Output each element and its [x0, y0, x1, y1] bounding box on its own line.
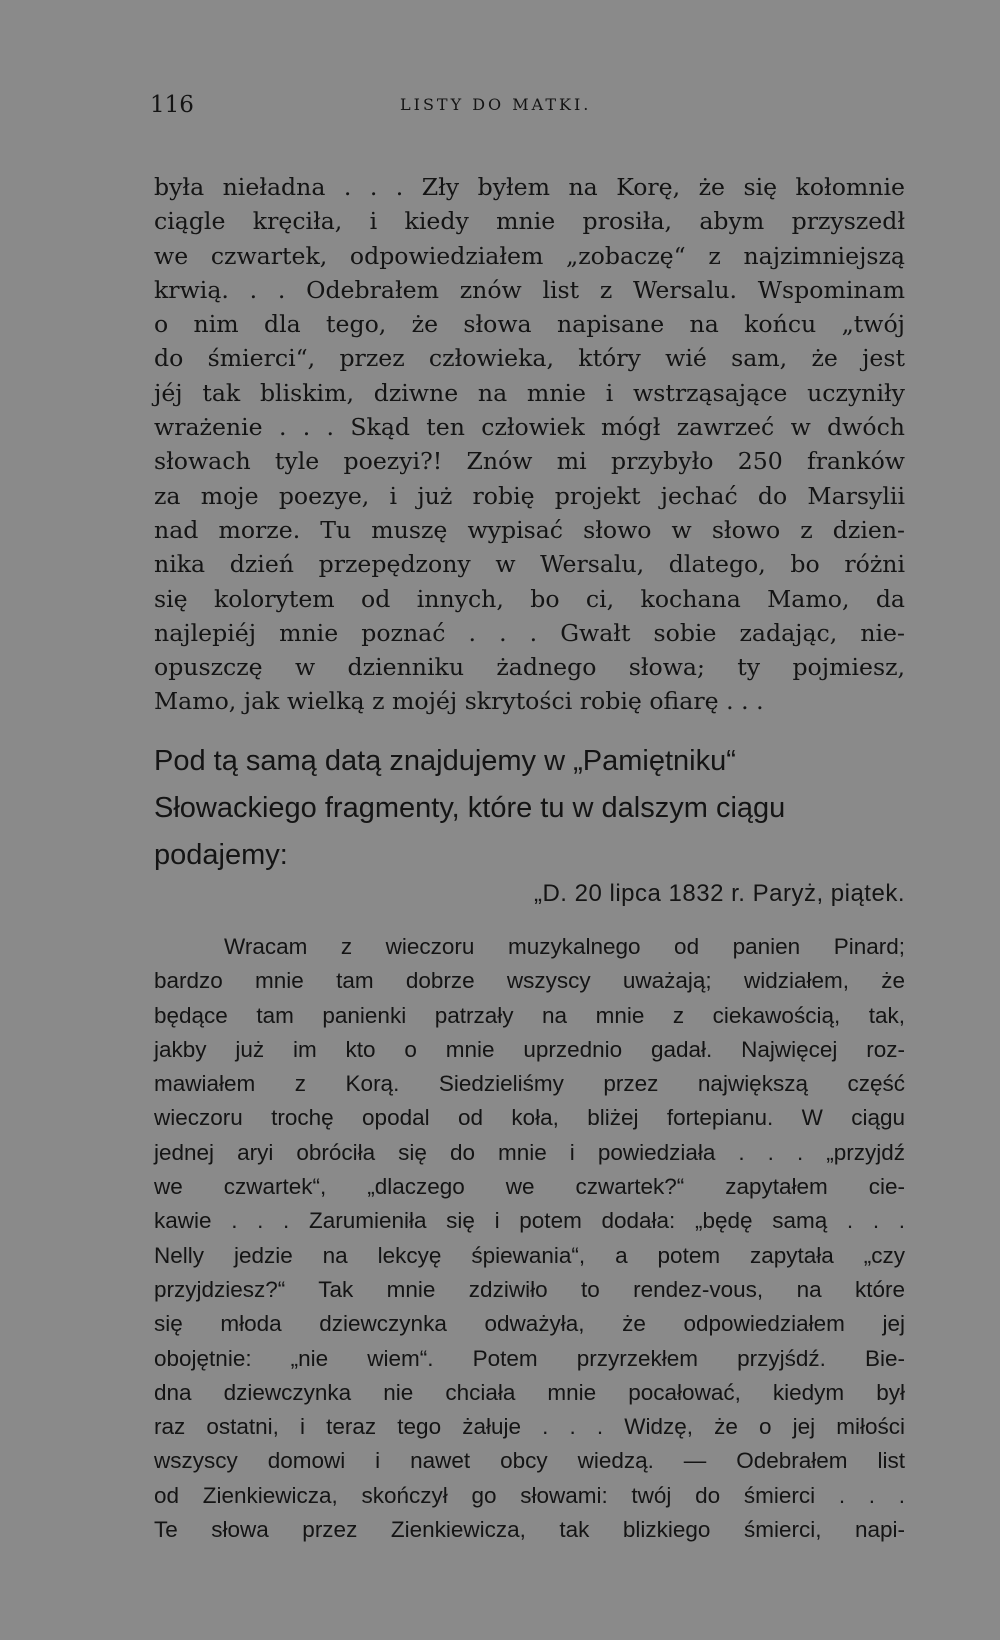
text-line: krwią. . . Odebrałem znów list z Wersalu. Wspominam: [154, 275, 905, 304]
text-line: słowach tyle poezyi?! Znów mi przybyło 250 franków: [154, 447, 905, 476]
text-line: wrażenie . . . Skąd ten człowiek mógł zawrzeć w dwóch: [154, 413, 905, 442]
text-line: we czwartek, odpowiedziałem „zobaczę“ z najzimniejszą: [154, 241, 905, 270]
diary-line: mawiałem z Korą. Siedzieliśmy przez największą część: [154, 1071, 905, 1097]
diary-line: dna dziewczynka nie chciała mnie pocałować, kiedym był: [154, 1379, 905, 1405]
text-line: się kolorytem od innych, bo ci, kochana Mamo, da: [154, 584, 905, 613]
text-line: za moje poezye, i już robię projekt jechać do Marsylii: [154, 481, 905, 510]
diary-line: się młoda dziewczynka odważyła, że odpowiedziałem jej: [154, 1311, 905, 1337]
diary-line: przyjdziesz?“ Tak mnie zdziwiło to rendez-vous, na które: [154, 1276, 905, 1302]
intro-line: Słowackiego fragmenty, które tu w dalszym ciągu: [154, 792, 786, 824]
diary-line: od Zienkiewicza, skończył go słowami: twój do śmierci . . .: [154, 1482, 905, 1508]
diary-line: raz ostatni, i teraz tego żałuje . . . Widzę, że o jej miłości: [154, 1414, 905, 1440]
diary-line: Nelly jedzie na lekcyę śpiewania“, a potem zapytała „czy: [154, 1242, 905, 1268]
diary-line: we czwartek“, „dlaczego we czwartek?“ zapytałem cie-: [154, 1174, 905, 1200]
page-header: [150, 92, 905, 120]
text-line: nika dzień przepędzony w Wersalu, dlatego, bo różni: [154, 550, 905, 579]
diary-line: wieczoru trochę opodal od koła, bliżej fortepianu. W ciągu: [154, 1105, 905, 1131]
intro-line: podajemy:: [154, 839, 288, 871]
diary-line: Wracam z wieczoru muzykalnego od panien Pinard;: [224, 934, 905, 959]
text-line: opuszczę w dzienniku żadnego słowa; ty pojmiesz,: [154, 653, 905, 682]
letter-paragraph: [154, 170, 905, 719]
intro-line: Pod tą samą datą znajdujemy w „Pamiętniku“: [154, 745, 736, 777]
diary-paragraph: [154, 930, 905, 1547]
diary-dateline: „D. 20 lipca 1832 r. Paryż, piątek.: [533, 880, 905, 907]
diary-line: jakby już im kto o mnie uprzednio gadał. Najwięcej roz-: [154, 1036, 905, 1062]
section-intro: [154, 738, 905, 879]
diary-line: Te słowa przez Zienkiewicza, tak blizkiego śmierci, napi-: [154, 1517, 905, 1543]
diary-line: będące tam panienki patrzały na mnie z ciekawością, tak,: [154, 1002, 905, 1028]
diary-line: bardzo mnie tam dobrze wszyscy uważają; widziałem, że: [154, 968, 905, 994]
diary-line: obojętnie: „nie wiem“. Potem przyrzekłem przyjśdź. Bie-: [154, 1345, 905, 1371]
text-line: nad morze. Tu muszę wypisać słowo w słowo z dzien-: [154, 515, 905, 544]
text-line: do śmierci“, przez człowieka, który wié sam, że jest: [154, 344, 905, 373]
text-line: Mamo, jak wielką z mojéj skrytości robię ofiarę . . .: [154, 687, 764, 716]
diary-line: jednej aryi obróciła się do mnie i powiedziała . . . „przyjdź: [154, 1139, 905, 1165]
diary-line: wszyscy domowi i nawet obcy wiedzą. — Odebrałem list: [154, 1448, 905, 1474]
text-line: najlepiéj mnie poznać . . . Gwałt sobie zadając, nie-: [154, 618, 905, 647]
running-head: LISTY DO MATKI.: [400, 95, 592, 114]
text-line: ciągle kręciła, i kiedy mnie prosiła, abym przyszedł: [154, 207, 905, 236]
diary-line: kawie . . . Zarumieniła się i potem dodała: „będę samą . . .: [154, 1208, 905, 1234]
text-line: o nim dla tego, że słowa napisane na końcu „twój: [154, 310, 905, 339]
text-line: jéj tak bliskim, dziwne na mnie i wstrząsające uczyniły: [154, 378, 905, 407]
page-number: 116: [150, 92, 194, 118]
text-line: była nieładna . . . Zły byłem na Korę, że się kołomnie: [154, 173, 905, 201]
